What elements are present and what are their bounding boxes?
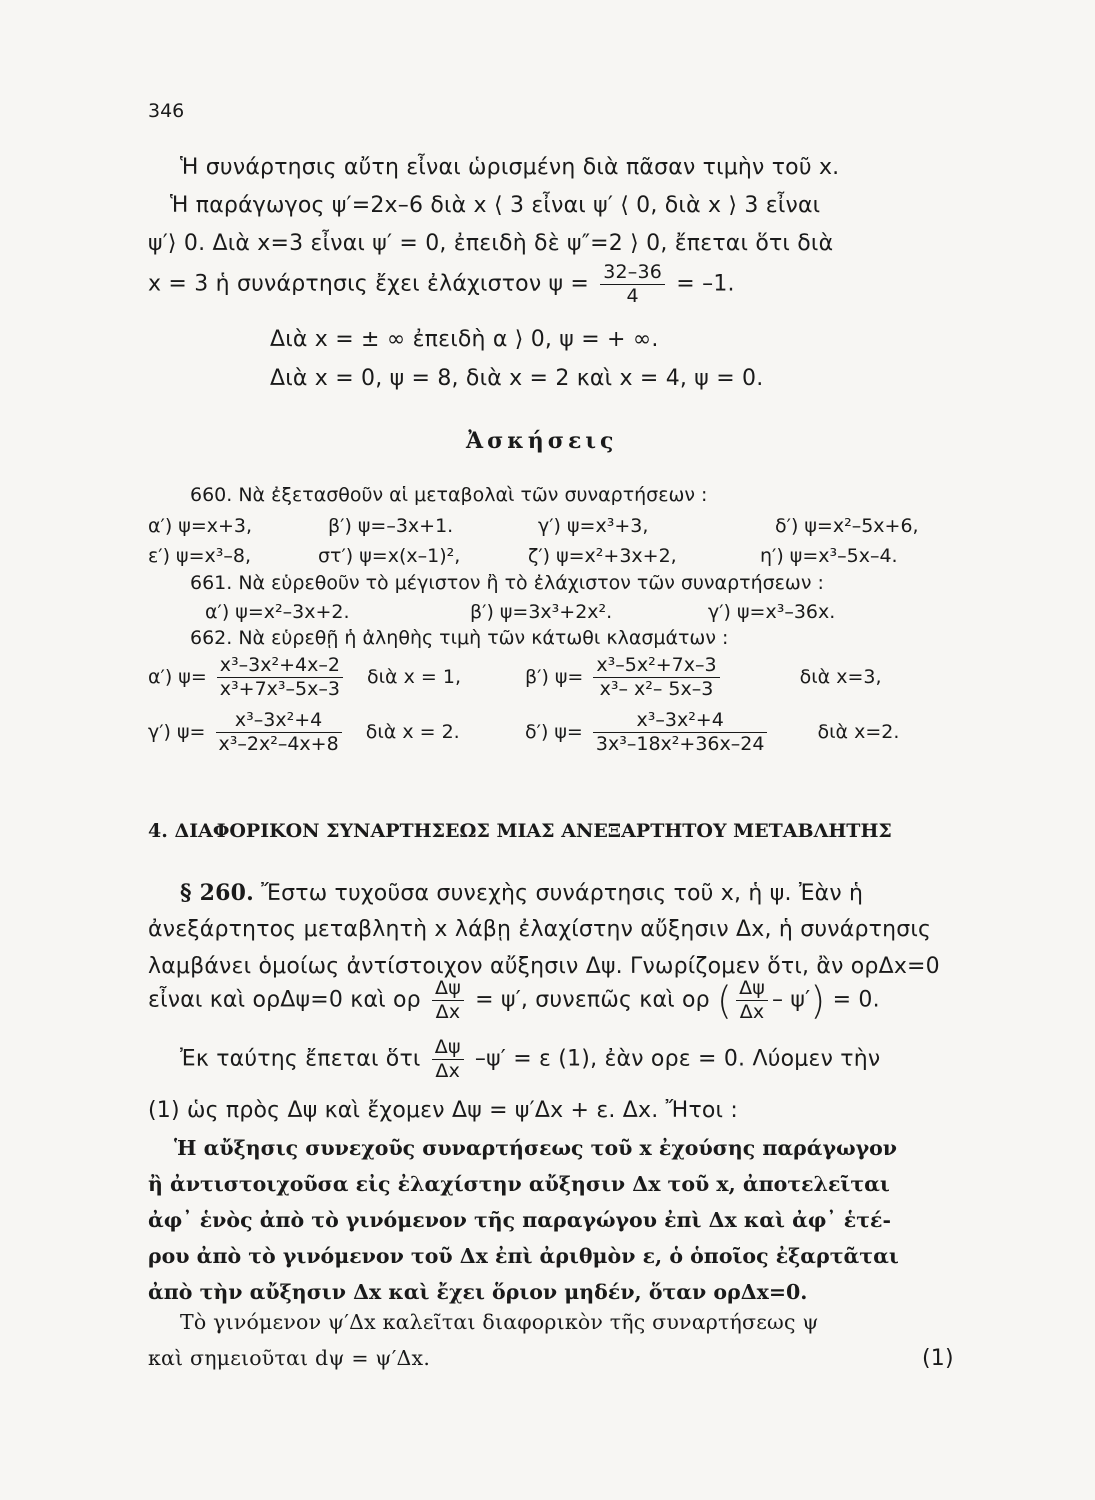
ex660-d: δ′) ψ=x²–5x+6, — [775, 515, 919, 537]
intro-line-4-post: = –1. — [676, 271, 735, 297]
para260-fraction-1-num: Δψ — [432, 978, 464, 1001]
theorem-line-2: ἢ ἀντιστοιχοῦσα εἰς ἐλαχίστην αὔξησιν Δx τοῦ x, ἀποτελεῖται — [148, 1172, 890, 1196]
para260-line-1 — [180, 880, 863, 906]
ex662-c — [148, 710, 460, 755]
intro-line-4-pre: x = 3 ἡ συνάρτησις ἔχει ἐλάχιστον ψ = — [148, 271, 597, 297]
ex662-c-fraction — [216, 710, 342, 755]
para260-line-4-d: = 0. — [832, 987, 880, 1013]
ex662-b-cond: διὰ x=3, — [799, 665, 882, 688]
ex660-head: 660. Νὰ ἐξετασθοῦν αἱ μεταβολαὶ τῶν συναρτήσεων : — [190, 484, 708, 506]
intro-line-4 — [148, 262, 735, 307]
ex662-d-label: δ′) ψ= — [525, 720, 583, 743]
ex661-a: α′) ψ=x²–3x+2. — [205, 601, 350, 623]
para260-line-5-b: –ψ′ = ε (1), ἐὰν ορε = 0. Λύομεν τὴν — [474, 1046, 881, 1072]
definition-line-1: Τὸ γινόμενον ψ′Δx καλεῖται διαφορικὸν τῆς συναρτήσεως ψ — [180, 1310, 819, 1334]
para260-fraction-2 — [736, 978, 768, 1023]
ex660-f: στ′) ψ=x(x–1)², — [318, 545, 461, 567]
ex660-e: ε′) ψ=x³–8, — [148, 545, 251, 567]
exercises-title: Ἀσκήσεις — [466, 428, 618, 454]
intro-fraction-num: 32–36 — [600, 262, 665, 285]
theorem-line-4: ρου ἀπὸ τὸ γινόμενον τοῦ Δx ἐπὶ ἀριθμὸν ε, ὁ ὁποῖος ἐξαρτᾶται — [148, 1244, 899, 1268]
ex662-b-den: x³– x²– 5x–3 — [599, 677, 714, 700]
intro-fraction-den: 4 — [626, 284, 639, 307]
ex662-c-den: x³–2x²–4x+8 — [218, 732, 339, 755]
ex662-d-cond: διὰ x=2. — [817, 720, 900, 743]
ex662-head: 662. Νὰ εὑρεθῇ ἡ ἀληθὴς τιμὴ τῶν κάτωθι κλασμάτων : — [190, 627, 729, 649]
theorem-line-5: ἀπὸ τὴν αὔξησιν Δx καὶ ἔχει ὅριον μηδέν, ὅταν ορΔx=0. — [148, 1280, 808, 1304]
intro-line-6: Διὰ x = 0, ψ = 8, διὰ x = 2 καὶ x = 4, ψ = 0. — [270, 366, 764, 391]
definition-line-2: καὶ σημειοῦται dψ = ψ′Δx. — [148, 1346, 431, 1370]
para260-line-4 — [148, 978, 880, 1023]
para260-line-5-a: Ἐκ ταύτης ἔπεται ὅτι — [180, 1046, 421, 1072]
para260-line-6: (1) ὡς πρὸς Δψ καὶ ἔχομεν Δψ = ψ′Δx + ε. Δx. Ἤτοι : — [148, 1098, 739, 1123]
para260-section-mark: § 260. — [180, 880, 254, 906]
ex662-a-num: x³–3x²+4x–2 — [217, 655, 343, 678]
ex662-d-fraction — [593, 710, 768, 755]
intro-line-2: Ἡ παράγωγος ψ′=2x–6 διὰ x ⟨ 3 εἶναι ψ′ ⟨ 0, διὰ x ⟩ 3 εἶναι — [170, 193, 821, 218]
para260-line-4-a: εἶναι καὶ ορΔψ=0 καὶ ορ — [148, 987, 421, 1013]
intro-line-5: Διὰ x = ± ∞ ἐπειδὴ α ⟩ 0, ψ = + ∞. — [270, 327, 659, 352]
ex660-c: γ′) ψ=x³+3, — [538, 515, 649, 537]
ex662-a-fraction — [217, 655, 343, 700]
para260-line-4-c: – ψ′ — [772, 987, 811, 1013]
ex662-c-label: γ′) ψ= — [148, 720, 206, 743]
ex662-b-fraction — [593, 655, 719, 700]
theorem-block — [148, 1130, 978, 1310]
ex662-a-label: α′) ψ= — [148, 665, 207, 688]
page-number: 346 — [148, 100, 185, 122]
ex662-b-label: β′) ψ= — [525, 665, 584, 688]
ex662-b — [525, 655, 882, 700]
para260-line-4-b: = ψ′, συνεπῶς καὶ ορ — [475, 987, 710, 1013]
theorem-line-3: ἀφ᾽ ἑνὸς ἀπὸ τὸ γινόμενον τῆς παραγώγου ἐπὶ Δx καὶ ἀφ᾽ ἑτέ- — [148, 1208, 892, 1232]
para260-fraction-2-den: Δx — [739, 1000, 765, 1023]
ex661-b: β′) ψ=3x³+2x². — [470, 601, 613, 623]
ex661-c: γ′) ψ=x³–36x. — [708, 601, 836, 623]
section-title: 4. ΔΙΑΦΟΡΙΚΟΝ ΣΥΝΑΡΤΗΣΕΩΣ ΜΙΑΣ ΑΝΕΞΑΡΤΗΤΟΥ ΜΕΤΑΒΛΗΤΗΣ — [148, 820, 892, 842]
para260-fraction-3-den: Δx — [435, 1059, 461, 1082]
ex662-a — [148, 655, 461, 700]
para260-fraction-1-den: Δx — [435, 1000, 461, 1023]
ex660-g: ζ′) ψ=x²+3x+2, — [528, 545, 677, 567]
ex662-d-den: 3x³–18x²+36x–24 — [595, 732, 765, 755]
ex661-head: 661. Νὰ εὑρεθοῦν τὸ μέγιστον ἢ τὸ ἐλάχιστον τῶν συναρτήσεων : — [190, 572, 824, 594]
ex662-b-num: x³–5x²+7x–3 — [593, 655, 719, 678]
right-paren: ) — [810, 978, 826, 1023]
intro-line-3: ψ′⟩ 0. Διὰ x=3 εἶναι ψ′ = 0, ἐπειδὴ δὲ ψ″=2 ⟩ 0, ἔπεται ὅτι διὰ — [148, 231, 834, 256]
para260-fraction-3 — [432, 1037, 464, 1082]
ex662-c-cond: διὰ x = 2. — [365, 720, 460, 743]
ex660-b: β′) ψ=–3x+1. — [328, 515, 454, 537]
ex662-c-num: x³–3x²+4 — [216, 710, 342, 733]
ex660-a: α′) ψ=x+3, — [148, 515, 253, 537]
para260-fraction-2-num: Δψ — [736, 978, 768, 1001]
ex662-d-num: x³–3x²+4 — [593, 710, 768, 733]
para260-fraction-3-num: Δψ — [432, 1037, 464, 1060]
para260-fraction-1 — [432, 978, 464, 1023]
theorem-line-1: Ἡ αὔξησις συνεχοῦς συναρτήσεως τοῦ x ἐχούσης παράγωγον — [174, 1136, 898, 1160]
intro-fraction — [600, 262, 665, 307]
ex660-h: η′) ψ=x³–5x–4. — [760, 545, 898, 567]
para260-line-2: ἀνεξάρτητος μεταβλητὴ x λάβῃ ἐλαχίστην αὔξησιν Δx, ἡ συνάρτησις — [148, 917, 932, 942]
para260-line-5 — [180, 1037, 880, 1082]
left-paren: ( — [717, 978, 733, 1023]
intro-line-1: Ἡ συνάρτησις αὔτη εἶναι ὡρισμένη διὰ πᾶσαν τιμὴν τοῦ x. — [180, 155, 840, 180]
ex662-a-cond: διὰ x = 1, — [367, 665, 461, 688]
para260-line-1-text: Ἔστω τυχοῦσα συνεχὴς συνάρτησις τοῦ x, ἡ ψ. Ἐὰν ἡ — [261, 881, 864, 906]
ex662-d — [525, 710, 899, 755]
equation-number: (1) — [922, 1346, 954, 1371]
ex662-a-den: x³+7x³–5x–3 — [219, 677, 340, 700]
para260-line-3: λαμβάνει ὁμοίως ἀντίστοιχον αὔξησιν Δψ. Γνωρίζομεν ὅτι, ἂν ορΔx=0 — [148, 954, 940, 979]
